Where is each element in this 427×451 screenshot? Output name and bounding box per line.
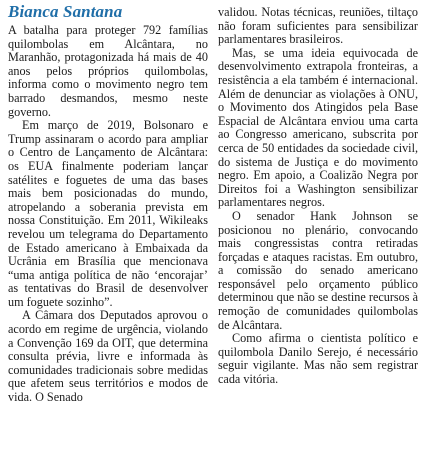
- article-column-left: [8, 24, 208, 405]
- article-column-right: [218, 6, 418, 387]
- article-paragraph: Como afirma o cientista político e quilombola Danilo Serejo, é necessário seguir vigilante. Mas não sem registrar cada vitória.: [218, 331, 418, 387]
- article-paragraph: O senador Hank Johnson se posicionou no plenário, convocando mais congressistas contra retiradas forçadas e ataques racistas. Em outubro, a comissão do senado americano responsável pelo orçamento público determinou que não se destine recursos à remoção de comunidades quilombolas de Alcântara.: [218, 208, 418, 332]
- author-byline: Bianca Santana: [8, 2, 123, 21]
- article-paragraph: A Câmara dos Deputados aprovou o acordo em regime de urgência, violando a Convenção 169 da OIT, que determina consulta prévia, livre e informada às comunidades tradicionais sobre medidas que afetem seus territórios e modos de vida. O Senado: [8, 308, 208, 405]
- article-paragraph: A batalha para proteger 792 famílias quilombolas em Alcântara, no Maranhão, protagonizada há mais de 40 anos pelos próprios quilombolas, informa como o movimento negro tem barrado desmandos, mesmo neste governo.: [8, 23, 208, 119]
- article-paragraph: validou. Notas técnicas, reuniões, tiltaço não foram suficientes para sensibilizar parlamentares brasileiros.: [218, 5, 418, 47]
- article-paragraph: Em março de 2019, Bolsonaro e Trump assinaram o acordo para ampliar o Centro de Lançamento de Alcântara: os EUA finalmente poderiam lançar satélites e foguetes de uma das bases mais bem posicionadas do mundo, atropelando a soberania prevista em nossa Constituição. Em 2011, Wikileaks revelou um telegrama do Departamento de Estado americano à Embaixada da Ucrânia em Brasília que mencionava “uma antiga política de não ‘encorajar’ as tentativas do Brasil de desenvolver um foguete sozinho”.: [8, 118, 208, 309]
- article-paragraph: Mas, se uma ideia equivocada de desenvolvimento extrapola fronteiras, a resistência a ela também é internacional. Além de denunciar as violações à ONU, o Movimento dos Atingidos pela Base Espacial de Alcântara enviou uma carta ao Congresso americano, subscrita por cerca de 50 entidades da sociedade civil, do sistema de Justiça e do movimento negro. Em apoio, a Coalizão Negra por Direitos foi a Washington sensibilizar parlamentares negros.: [218, 45, 418, 210]
